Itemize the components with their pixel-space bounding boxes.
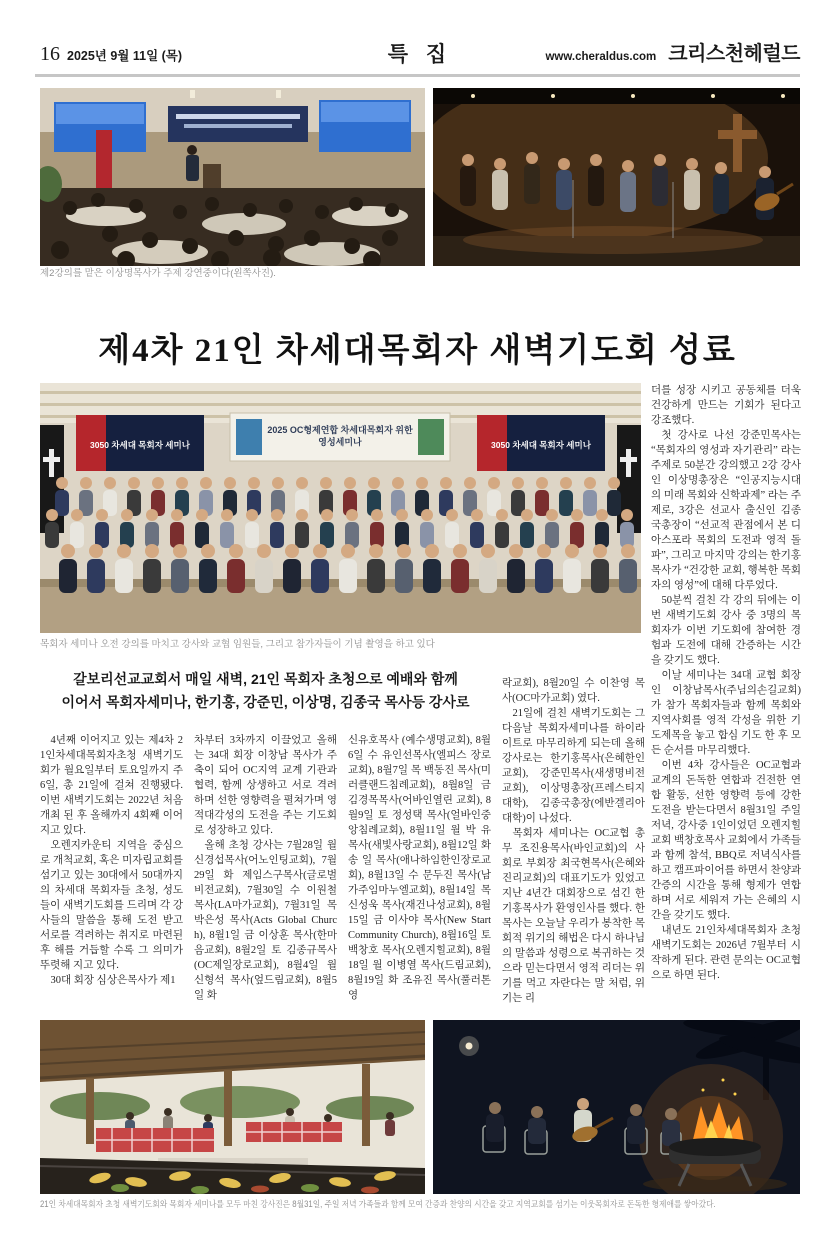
paragraph: 차부터 3차까지 이끌었고 올해는 34대 회장 이창남 목사가 주축이 되어 OC지역 교계 기관과 협력, 함께 상생하고 서로 격려하며 선한 영향력을 펼쳐가며 영적대각성의 도전을 주는 기도회로 성장하고 있다. (194, 735, 337, 836)
subheadline-line2: 이어서 목회자세미나, 한기홍, 강준민, 이상명, 김종국 목사등 강사로 (61, 694, 470, 710)
page-number: 16 (40, 43, 60, 65)
photo-pavilion-bbq (40, 1020, 425, 1194)
campfire-night-illustration (433, 1020, 800, 1194)
paragraph: 락교회), 8월20일 수 이찬영 목사(OC마가교회) 였다. (502, 678, 645, 704)
article-headline: 제4차 21인 차세대목회자 새벽기도회 성료 (98, 333, 737, 370)
website-url: www.cheraldus.com (545, 51, 657, 63)
article-column-3 (348, 733, 491, 1015)
seminar-banner-right: 3050 차세대 목회자 세미나 (491, 440, 591, 451)
masthead-right (545, 37, 800, 66)
seminar-banner-left: 3050 차세대 목회자 세미나 (90, 440, 190, 451)
pavilion-bbq-illustration (40, 1020, 425, 1194)
issue-date: 2025년 9월 11일 (목) (67, 49, 183, 63)
photo-lecture-conference (40, 88, 425, 266)
subheadline-line1: 갈보리선교교회서 매일 새벽, 21인 목회자 초청으로 예배와 함께 (73, 671, 458, 687)
paragraph: 4년째 이어지고 있는 제4차 21인차세대목회자초청 새벽기도회가 월요일부터 토요일까지 주 6일, 총 21일에 걸쳐 진행됐다. 이번 새벽기도회는 2022년 처음 개최 된 후 올해까지 4회째 이어지고 있다. (40, 735, 183, 836)
paragraph: 30대 회장 심상은목사가 제1 (50, 975, 176, 986)
paragraph: 이날 세미나는 34대 교협 회장인 이창남목사(주님의손길교회)가 참가 목회자들과 함께 목회와 지역사회를 영적 각성을 위한 기도제목을 놓고 합심 기도 한 후 모든 순서를 마무리했다. (651, 670, 801, 756)
photo-group-seminar (40, 383, 641, 633)
stage-prayer-illustration (433, 88, 800, 266)
paragraph: 21일에 걸친 새벽기도회는 그 다음날 목회자세미나를 하이라이트로 마무리하게 되는데 올해 강사로는 한기홍목사(은혜한인교회), 강준민목사(새생명비전교회), 이상명총장(프레스티지대학), 김종국총장(에반겔리아 대학)이 나섰다. (502, 708, 645, 824)
paragraph: 이번 4차 강사들은 OC교협과 교계의 돈독한 연합과 건전한 연합 활동, 선한 영향력 등에 강한 도전을 받는다면서 8월31일 주일 저녁, 강사중 1인이었던 오렌지힐교회 백창호목사 교회에서 가족들과 함께 참석, BBQ로 저녁식사를 하고 캠프파이어를 하면서 찬양과 간증의 시간을 통해 형제가 연합하며 서로 세워져 가는 은혜의 시간을 갖기도 했다. (651, 760, 801, 921)
bottom-photo-caption: 21인 차세대목회자 초청 새벽기도회와 목회자 세미나를 모두 마친 강사진은 8월31일, 주일 저녁 가족들과 함께 모여 간증과 찬양의 시간을 갖고 지역교회를 섬기는 이웃목회자로 돈독한 형제애를 쌓아갔다. (40, 1199, 716, 1209)
paragraph: 올해 초청 강사는 7월28일 월 신경섭목사(어노인팅교회), 7월29일 화 제임스구목사(글로벌 비전교회), 7월30일 수 이원철 목사(LA마가교회), 7월31일 목 박은성 목사(Acts Global Church), 8월1일 금 이상훈 목사(한마음교회), 8월2일 토 김종규목사(OC제일장로교회), 8월4일 월 신형석 목사(엎드림교회), 8월5일 화 (194, 840, 337, 1001)
paragraph: 목회자 세미나는 OC교협 총무 조진용목사(바인교회)의 사회로 부회장 최국현목사(은혜와진리교회)의 대표기도가 있었고 지난 4년간 대회장으로 섬긴 한기홍목사가 환영인사를 했다. 한 목사는 오늘날 우리가 봉착한 목회적 위기의 해법은 다시 하나님의 말씀과 성령으로 복귀하는 것으라 믿는다면서 영적 리더는 위기를 먹고 자란다는 말 처럼, 위기는 리 (502, 828, 645, 1004)
group-photo-caption: 목회자 세미나 오전 강의를 마치고 강사와 교협 임원들, 그리고 참가자들이 기념 촬영을 하고 있다 (40, 639, 435, 650)
newspaper-logo: 크리스천헤럴드 (668, 43, 800, 65)
paragraph: 더를 성장 시키고 공동체를 더욱 건강하게 만드는 기회가 된다고 강조했다. (651, 385, 801, 426)
article-column-4 (502, 676, 645, 1015)
article-subheadline (40, 668, 491, 714)
photo-stage-prayer (433, 88, 800, 266)
photo-campfire-night (433, 1020, 800, 1194)
lecture-conference-illustration (40, 88, 425, 266)
paragraph: 내년도 21인차세대목회자 초청새벽기도회는 2026년 7월부터 시작하게 된다. 관련 문의는 OC교협으로 하면 된다. (651, 925, 801, 981)
masthead (40, 36, 800, 68)
paragraph: 50분씩 걸친 각 강의 뒤에는 이번 새벽기도회 강사 중 3명의 목회자가 이번 기도회에 참여한 경험과 도전에 대해 간증하는 시간을 갖기도 했다. (651, 595, 801, 666)
article-column-5 (651, 383, 801, 990)
article-column-2 (194, 733, 337, 1015)
paragraph: 첫 강사로 나선 강준민목사는 “목회자의 영성과 자기관리” 라는 주제로 50분간 강의했고 2강 강사인 이상명총장은 “인공지능시대의 미래 목회와 신학과제” 라는 주제로, 3강은 선교사 출신인 김종국총장이 “선교적 관점에서 본 디아스포라 목회의 도전과 영적 돌파”, 그리고 마지막 강의는 한기홍목사가 “건강한 교회, 행복한 목회자의 영성”에 대해 다루었다. (651, 430, 801, 591)
paragraph: 신유호목사 (예수생명교회), 8월6일 수 유인선목사(엘피스 장로교회), 8월7일 목 백동진 목사(미러클랜드침례교회), 8월8일 금 김경목목사(어바인열린 교회), 8월9일 토 정성택 목사(얼바인중앙침례교회), 8월11일 월 박 유 목사(새빛사랑교회), 8월12일 화 송 일 목사(애나하임한인장로교회), 8월13일 수 문두진 목사(남가주임마누엘교회), 8월14일 목 신성욱 목사(재건나성교회), 8월15일 금 이사야 목사(New Start Community Church), 8월16일 토 백창호 목사(오렌지힐교회), 8월18일 월 이병열 목사(드림교회), 8월19일 화 조유진 목사(풀러톤영 (348, 735, 491, 1001)
seminar-banner-center: 2025 OC형제연합 차세대목회자 위한 영성세미나 (267, 425, 413, 447)
top-photo-caption: 제2강의를 맡은 이상명목사가 주제 강연중이다(왼쪽사진). (40, 268, 276, 279)
crowd-front-row (59, 544, 637, 593)
masthead-rule (35, 74, 800, 77)
article-column-1 (40, 733, 183, 1015)
section-title: 특 집 (387, 43, 453, 66)
paragraph: 오렌지카운티 지역을 중심으로 개척교회, 혹은 미자립교회를 섬기고 있는 30대에서 50대까지의 차세대 목회자들 초청, 성도들이 새벽기도회를 드리며 각 강사들의 말씀을 통해 도전 받고 서로를 격려하는 취지로 마련된 후 해를 거듭할 수록 그 의미가 뚜렷해 지고 있다. (40, 840, 183, 971)
